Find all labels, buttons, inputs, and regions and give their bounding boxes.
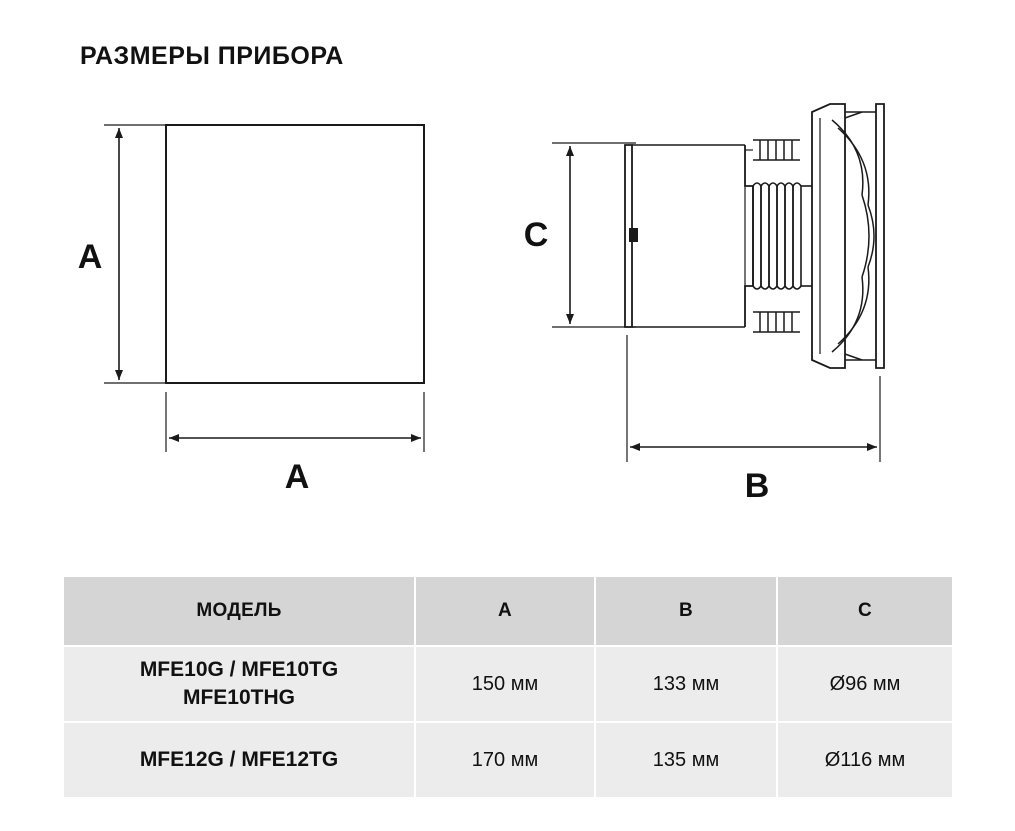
dimensions-table (62, 575, 954, 799)
cell-dimension-a: 170 мм (415, 722, 595, 798)
cell-dimension-c: Ø96 мм (777, 646, 953, 722)
table-row (63, 722, 953, 798)
cell-dimension-b: 133 мм (595, 646, 777, 722)
side-view-vertical-dimension-label: C (523, 216, 549, 254)
cell-model (63, 646, 415, 722)
cell-dimension-a: 150 мм (415, 646, 595, 722)
model-name-secondary: MFE10THG (182, 686, 295, 709)
side-view-horizontal-dimension-label: B (744, 467, 770, 505)
front-view-horizontal-dimension-label: A (284, 458, 310, 496)
front-view-vertical-dimension-label: A (77, 238, 103, 276)
cell-model (63, 722, 415, 798)
front-view-drawing (78, 125, 424, 496)
column-header-a: A (415, 576, 595, 646)
table-row (63, 646, 953, 722)
model-name-primary: MFE12G / MFE12TG (139, 747, 339, 771)
side-view-drawing (524, 104, 884, 505)
page-title: РАЗМЕРЫ ПРИБОРА (80, 42, 344, 70)
column-header-c: C (777, 576, 953, 646)
column-header-model: МОДЕЛЬ (63, 576, 415, 646)
column-header-b: B (595, 576, 777, 646)
model-name-primary: MFE10G / MFE10TG (139, 657, 339, 681)
cell-dimension-b: 135 мм (595, 722, 777, 798)
cell-dimension-c: Ø116 мм (777, 722, 953, 798)
table-header-row (63, 576, 953, 646)
